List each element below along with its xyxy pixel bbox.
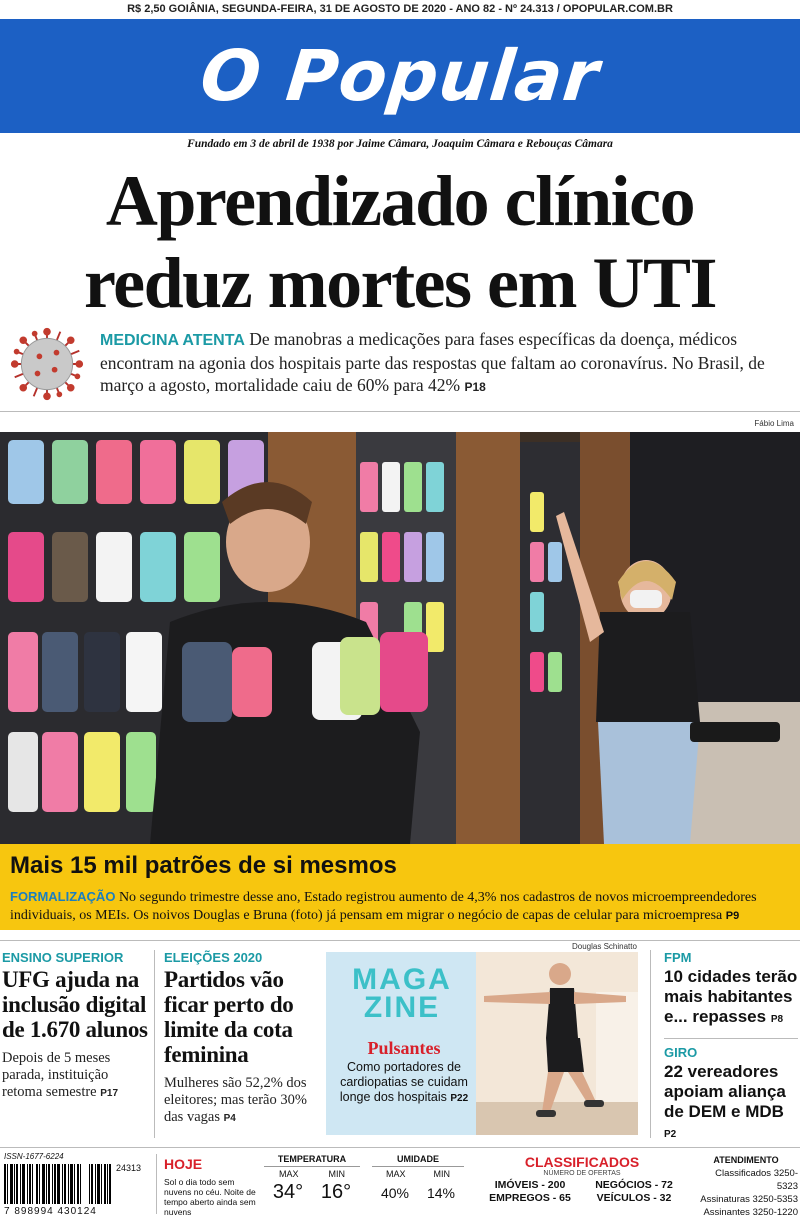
banner-page: P9 [725, 910, 740, 922]
edition-number: 24313 [116, 1163, 142, 1173]
issn-label: ISSN-1677-6224 [4, 1152, 64, 1161]
story-page: P2 [664, 1129, 677, 1140]
story-title [664, 1062, 798, 1145]
story-giro[interactable] [664, 1038, 798, 1145]
main-story-page: P18 [464, 380, 486, 394]
humidity-label: UMIDADE [372, 1154, 464, 1167]
humidity-min: 14% [426, 1185, 456, 1201]
temperature-box [264, 1154, 360, 1204]
story-kicker: GIRO [664, 1045, 698, 1060]
footer-bar [0, 1150, 800, 1220]
temperature-max-label: MAX [278, 1169, 299, 1179]
temperature-label: TEMPERATURA [264, 1154, 360, 1167]
humidity-max-label: MAX [385, 1169, 406, 1179]
divider [0, 411, 800, 412]
main-headline[interactable] [0, 160, 800, 324]
magazine-logo [352, 963, 452, 1024]
weather-today-label: HOJE [164, 1156, 203, 1172]
story-title [664, 967, 798, 1030]
story-text: Mulheres são 52,2% dos eleitores; mas terão 30% das vagas [164, 1075, 307, 1125]
magazine-logo-line-2: ZINE [363, 991, 441, 1024]
magazine-title: Pulsantes [367, 1038, 441, 1058]
humidity-max: 40% [380, 1185, 410, 1201]
divider [0, 940, 800, 941]
classifieds-imoveis: IMÓVEIS - 200 [494, 1179, 566, 1191]
story-ensino-superior[interactable] [2, 950, 152, 1102]
newspaper-logo: O Popular [196, 35, 604, 117]
customer-service-line: Classificados 3250-5323 [715, 1168, 798, 1192]
main-story-lead[interactable] [100, 328, 790, 398]
magazine-text-panel [326, 952, 476, 1135]
story-title: Partidos vão ficar perto do limite da cota feminina [164, 967, 294, 1067]
customer-service-line: Assinaturas 3250-5353 [700, 1194, 798, 1205]
masthead[interactable] [0, 19, 800, 133]
column-divider [650, 950, 651, 1138]
story-body [2, 1050, 152, 1102]
main-photo[interactable] [0, 432, 800, 844]
magazine-text: Como portadores de cardiopatias se cuidam longe dos hospitais [339, 1060, 468, 1104]
story-fpm[interactable] [664, 950, 798, 1145]
magazine-photo-credit: Douglas Schinatto [572, 942, 637, 951]
classifieds-title: CLASSIFICADOS [524, 1154, 640, 1170]
footer-divider [156, 1154, 157, 1214]
banner-text [10, 888, 795, 925]
story-kicker: ENSINO SUPERIOR [2, 950, 124, 965]
edition-line: R$ 2,50 GOIÂNIA, SEGUNDA-FEIRA, 31 DE AGOSTO DE 2020 - ANO 82 - Nº 24.313 / OPOPULAR.COM.BR [127, 3, 673, 15]
barcode-number: 7 898994 430124 [4, 1206, 97, 1217]
divider [0, 1147, 800, 1148]
main-story-kicker: MEDICINA ATENTA [100, 332, 245, 349]
founded-line: Fundado em 3 de abril de 1938 por Jaime Câmara, Joaquim Câmara e Rebouças Câmara [187, 138, 613, 150]
story-page: P4 [223, 1113, 236, 1124]
headline-line-2: reduz mortes em UTI [83, 243, 716, 323]
story-text: 22 vereadores apoiam aliança de DEM e MDB [664, 1062, 786, 1121]
story-text: 10 cidades terão mais habitantes e... repasses [664, 967, 798, 1026]
magazine-photo [476, 952, 638, 1135]
temperature-min-label: MIN [328, 1169, 345, 1179]
banner-title: Mais 15 mil patrões de si mesmos [10, 852, 397, 879]
story-eleicoes[interactable] [164, 950, 316, 1127]
story-kicker: FPM [664, 950, 692, 965]
humidity-box [372, 1154, 464, 1201]
magazine-teaser[interactable] [326, 952, 638, 1135]
weather-today-text: Sol o dia todo sem nuvens no céu. Noite de tempo aberto ainda sem nuvens [164, 1177, 256, 1217]
feature-banner[interactable] [0, 844, 800, 930]
customer-service-line: Assinantes 3250-1220 [703, 1207, 798, 1218]
customer-service-box [694, 1154, 798, 1219]
photo-credit: Fábio Lima [754, 419, 794, 428]
banner-kicker: FORMALIZAÇÃO [10, 889, 116, 904]
humidity-min-label: MIN [433, 1169, 450, 1179]
customer-service-title: ATENDIMENTO [713, 1155, 779, 1165]
magazine-body [334, 1060, 474, 1106]
classifieds-subtitle: NÚMERO DE OFERTAS [543, 1170, 621, 1177]
story-text: Depois de 5 meses parada, instituição retoma semestre [2, 1050, 111, 1100]
classifieds-veiculos: VEÍCULOS - 32 [596, 1192, 672, 1204]
magazine-logo-line-1: MAGA [352, 963, 452, 996]
story-title: UFG ajuda na inclusão digital de 1.670 alunos [2, 967, 148, 1042]
headline-line-1: Aprendizado clínico [105, 161, 695, 241]
story-page: P17 [100, 1088, 119, 1099]
main-story-text: De manobras a medicações para fases específicas da doença, médicos encontram na agonia dos hospitais parte das respostas que faltam ao coronavírus. No Brasil, de março a agosto, mortalidade caiu de 60% para 42% [100, 329, 765, 395]
story-kicker: ELEIÇÕES 2020 [164, 950, 263, 965]
coronavirus-icon [8, 326, 86, 402]
temperature-min: 16° [320, 1181, 352, 1203]
classifieds-negocios: NEGÓCIOS - 72 [595, 1179, 673, 1191]
story-body [164, 1075, 316, 1127]
classifieds-box[interactable] [478, 1154, 686, 1205]
classifieds-empregos: EMPREGOS - 65 [489, 1192, 571, 1204]
magazine-page: P22 [450, 1093, 469, 1104]
story-page: P8 [770, 1014, 784, 1025]
temperature-max: 34° [272, 1181, 304, 1203]
column-divider [154, 950, 155, 1138]
banner-body: No segundo trimestre desse ano, Estado registrou aumento de 4,3% nos cadastros de novos microempreendedores individuais, os MEIs. Os noivos Douglas e Bruna (foto) já pensam em migrar o negócio de capas de celular para microempresa [10, 890, 757, 923]
